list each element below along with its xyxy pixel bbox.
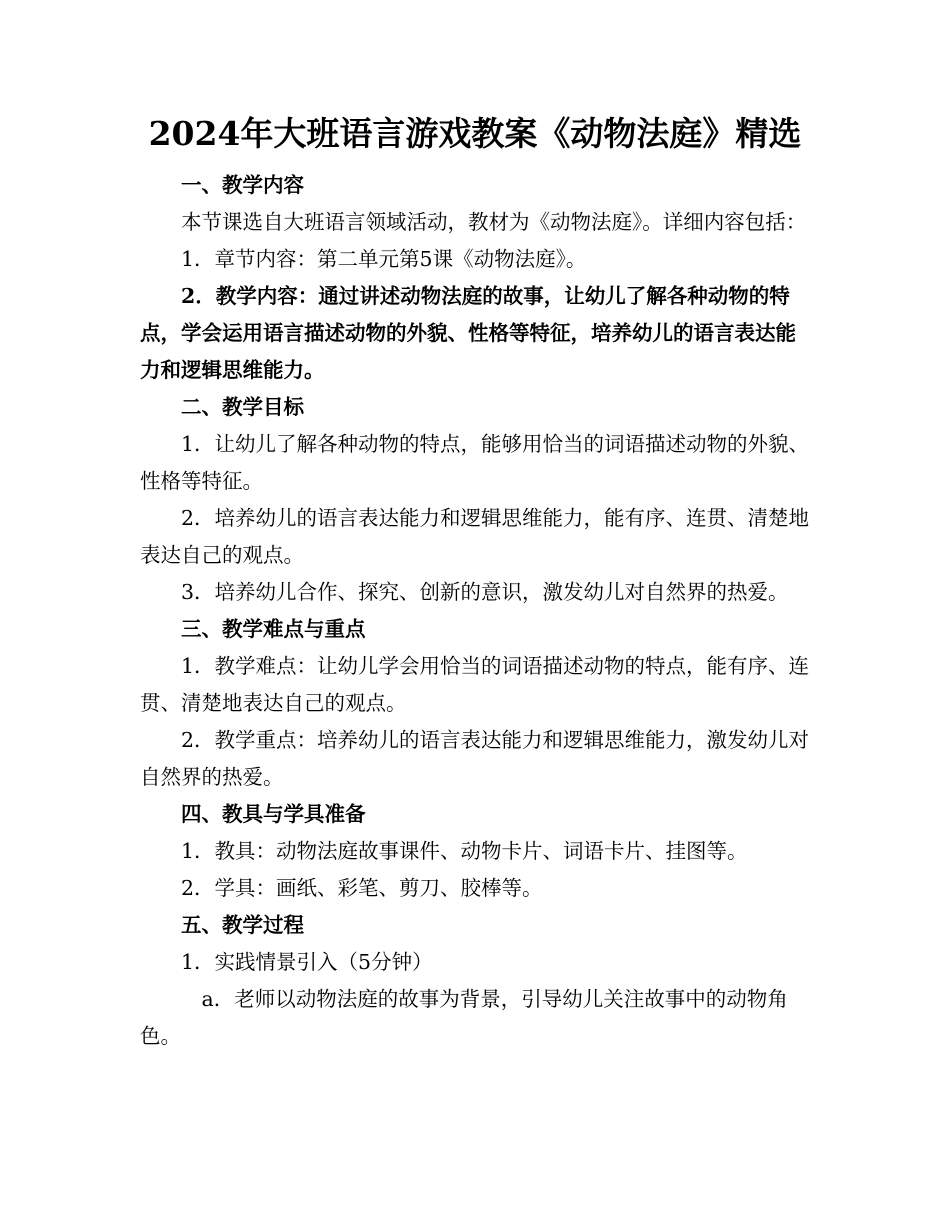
list-item: 1．章节内容：第二单元第5课《动物法庭》。 xyxy=(181,247,587,271)
list-item: 2．教学重点：培养幼儿的语言表达能力和逻辑思维能力，激发幼儿对自然界的热爱。 xyxy=(140,728,810,789)
list-item: 2．学具：画纸、彩笔、剪刀、胶棒等。 xyxy=(181,876,543,900)
sub-list-item: a．老师以动物法庭的故事为背景，引导幼儿关注故事中的动物角色。 xyxy=(140,987,788,1048)
section-heading: 五、教学过程 xyxy=(181,913,304,937)
section-heading: 二、教学目标 xyxy=(181,395,304,419)
bold-list-item: 2．教学内容：通过讲述动物法庭的故事，让幼儿了解各种动物的特点，学会运用语言描述动物的外貌、性格等特征，培养幼儿的语言表达能力和逻辑思维能力。 xyxy=(140,284,796,382)
list-item: 1．让幼儿了解各种动物的特点，能够用恰当的词语描述动物的外貌、性格等特征。 xyxy=(140,432,810,493)
document-title: 2024年大班语言游戏教案《动物法庭》精选 xyxy=(148,114,802,153)
list-item: 1．教学难点：让幼儿学会用恰当的词语描述动物的特点，能有序、连贯、清楚地表达自己的观点。 xyxy=(140,654,810,715)
document-body xyxy=(140,167,812,1055)
list-item: 1．教具：动物法庭故事课件、动物卡片、词语卡片、挂图等。 xyxy=(181,839,748,863)
section-heading: 四、教具与学具准备 xyxy=(181,802,366,826)
paragraph: 本节课选自大班语言领域活动，教材为《动物法庭》。详细内容包括： xyxy=(181,210,807,234)
list-item: 3．培养幼儿合作、探究、创新的意识，激发幼儿对自然界的热爱。 xyxy=(181,580,789,604)
list-item: 1．实践情景引入（5分钟） xyxy=(181,950,433,974)
section-heading: 一、教学内容 xyxy=(181,173,304,197)
list-item: 2．培养幼儿的语言表达能力和逻辑思维能力，能有序、连贯、清楚地表达自己的观点。 xyxy=(140,506,810,567)
section-heading: 三、教学难点与重点 xyxy=(181,617,366,641)
